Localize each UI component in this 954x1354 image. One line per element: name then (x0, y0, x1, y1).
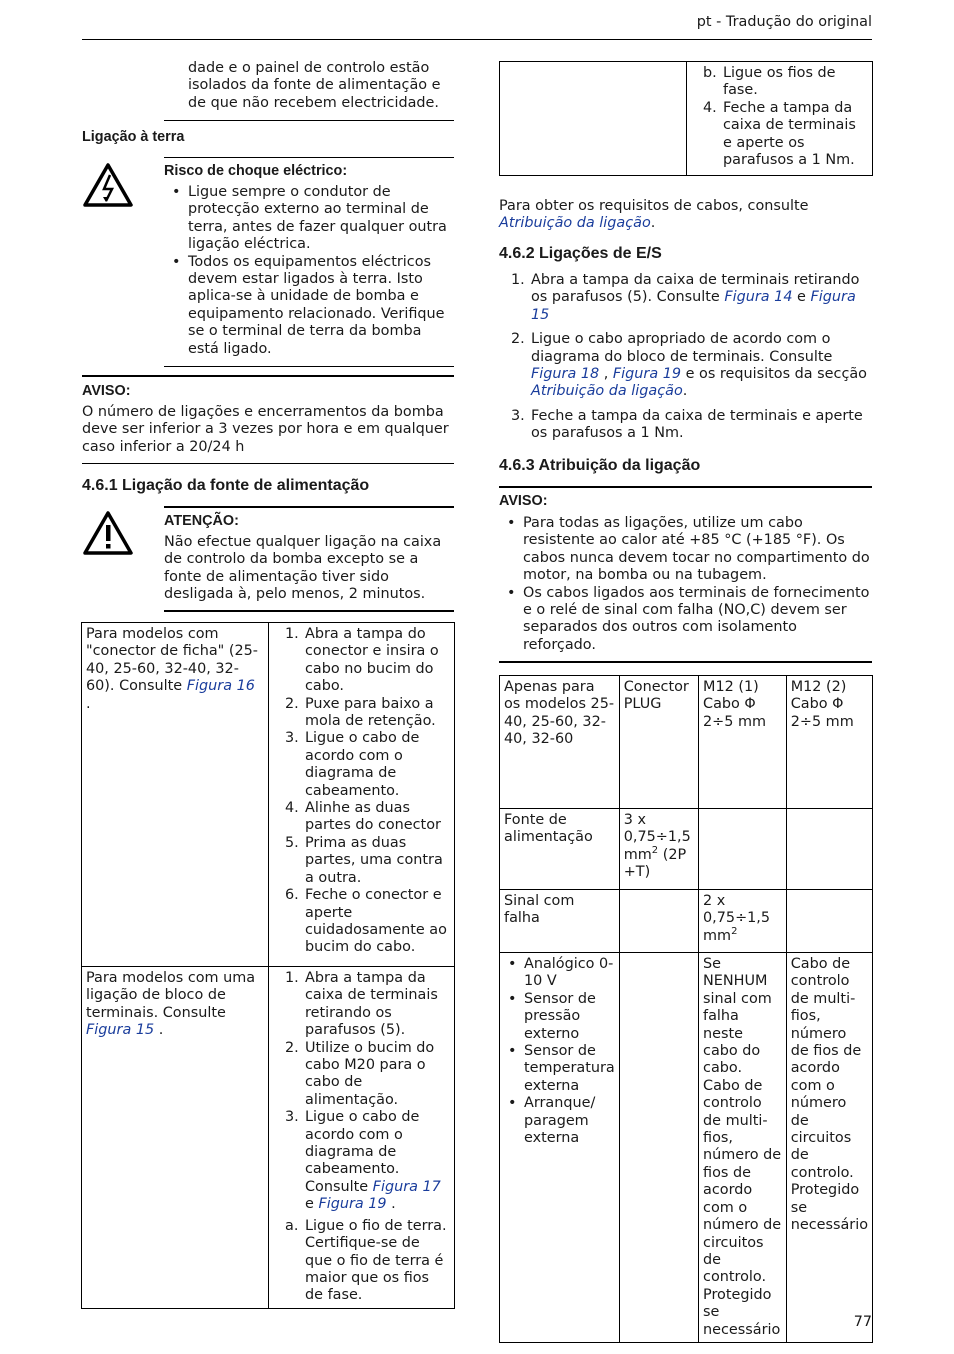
page-header (82, 14, 872, 40)
table-row (500, 809, 873, 890)
table-header-cell: M12 (2) Cabo Φ 2÷5 mm (786, 676, 872, 809)
table-cell (619, 953, 698, 1343)
list-item: 3. Feche a tampa da caixa de terminais e aperte os parafusos a 1 Nm. (511, 407, 863, 442)
table-row (500, 953, 873, 1343)
danger-bullet: • Ligue sempre o condutor de protecção externo ao terminal de terra, antes de fazer qualquer outra ligação eléctrica. (164, 184, 454, 254)
table-row (500, 62, 873, 176)
notice-rule (499, 661, 872, 663)
assignment-link[interactable]: Atribuição da ligação (531, 383, 683, 400)
assignment-link[interactable]: Atribuição da ligação (499, 215, 651, 232)
table-row (82, 623, 455, 967)
divider (164, 157, 454, 158)
signal-list (500, 956, 615, 1147)
figure-15-link[interactable]: Figura 15 (531, 289, 856, 323)
section-heading-power: 4.6.1 Ligação da fonte de alimentação (82, 477, 370, 494)
notice-list (499, 515, 872, 654)
ground-heading: Ligação à terra (82, 129, 185, 145)
figure-15-link[interactable]: Figura 15 (86, 1022, 155, 1039)
table-cell: 3 x 0,75÷1,5 $mm^2$ (2P +T) (619, 809, 698, 890)
table-cell: Fonte de alimentação (500, 809, 620, 890)
list-item: a. Ligue o fio de terra. Certifique-se de que o fio de terra é maior que os fios de fase. (285, 1217, 447, 1304)
table-cell (269, 623, 455, 967)
table-cell (687, 62, 873, 176)
steps-list (691, 65, 868, 169)
divider (82, 463, 454, 464)
assignment-table (499, 675, 873, 1343)
table-cell (269, 967, 455, 1309)
table-cell (500, 62, 687, 176)
list-item: • Arranque/ paragem externa (500, 1095, 615, 1147)
figure-17-link[interactable]: Figura 17 (372, 1178, 441, 1195)
danger-title: Risco de choque eléctrico: (164, 163, 348, 179)
divider (164, 366, 454, 367)
list-item: b. Ligue os fios de fase. (703, 65, 836, 99)
table-cell: Se NENHUM sinal com falha neste cabo do cabo. Cabo de controlo de multi-fios, número de fios de acordo com o número de circuitos de controlo. Protegido se necessário (699, 953, 787, 1343)
continuation-table (499, 61, 873, 176)
list-item: • Sensor de pressão externo (500, 991, 615, 1043)
steps-list (273, 626, 450, 957)
list-item: 2. Utilize o bucim do cabo M20 para o cabo de alimentação. (285, 1039, 435, 1108)
figure-18-link[interactable]: Figura 18 (531, 366, 600, 383)
table-cell (786, 890, 872, 953)
list-item: • Analógico 0-10 V (500, 956, 615, 991)
danger-bullet: • Todos os equipamentos eléctricos devem estar ligados à terra. Isto aplica-se à unidade de bomba e equipamento relacionado. Verifique se o terminal de terra da bomba está ligado. (164, 254, 454, 358)
list-item: 3. Ligue o cabo de acordo com o diagrama de cabeamento. (285, 730, 420, 799)
table-row (500, 676, 873, 809)
table-header-cell: Apenas para os modelos 25-40, 25-60, 32-40, 32-60 (500, 676, 620, 809)
notice-bullet: • Para todas as ligações, utilize um cabo resistente ao calor até +85 °C (+185 °F). Os cabos nunca devem tocar no compartimento do motor, na bomba ou na tubagem. (499, 515, 872, 585)
list-item: 4. Alinhe as duas partes do conector (285, 800, 441, 834)
figure-19-link[interactable]: Figura 19 (612, 366, 682, 383)
table-cell: Para modelos com uma ligação de bloco de terminais. Consulte Figura 15 . (82, 967, 269, 1309)
section-heading-assignment: 4.6.3 Atribuição da ligação (499, 457, 701, 474)
figure-14-link[interactable]: Figura 14 (724, 289, 793, 306)
table-cell: 2 x 0,75÷1,5 $mm^2$ (699, 890, 787, 953)
header-text: pt - Tradução do original (696, 14, 872, 30)
page-number: 77 (853, 1314, 872, 1330)
table-cell (699, 809, 787, 890)
table-cell (786, 809, 872, 890)
notice-title: AVISO: (499, 493, 548, 509)
list-item: 1. Abra a tampa do conector e insira o cabo no bucim do cabo. (285, 626, 439, 695)
caution-title: ATENÇÃO: (164, 513, 239, 529)
list-item: 2. Ligue o cabo apropriado de acordo com o diagrama do bloco de terminais. Consulte Figura 18 , Figura 19 e os requisitos da secção Atribuição da ligação. (511, 331, 867, 400)
table-header-cell: M12 (1) Cabo Φ 2÷5 mm (699, 676, 787, 809)
cable-req-text: Para obter os requisitos de cabos, consulte Atribuição da ligação. (499, 198, 809, 232)
notice-rule (82, 375, 454, 377)
notice-rule (499, 486, 872, 488)
caution-rule (164, 610, 454, 612)
list-item: 1. Abra a tampa da caixa de terminais retirando os parafusos (5). (285, 970, 438, 1039)
notice-title: AVISO: (82, 383, 131, 399)
steps-list (273, 970, 450, 1305)
notice-bullet: • Os cabos ligados aos terminais de fornecimento e o relé de sinal com falha (NO,C) devem ser separados dos outros com isolamento reforçado. (499, 585, 872, 655)
table-cell (619, 890, 698, 953)
list-item: • Sensor de temperatura externa (500, 1043, 615, 1095)
figure-16-link[interactable]: Figura 16 (186, 678, 255, 695)
table-cell: Para modelos com "conector de ficha" (25-40, 25-60, 32-40, 32-60). Consulte Figura 16 . (82, 623, 269, 967)
danger-list (164, 184, 454, 358)
figure-19-link[interactable]: Figura 19 (318, 1196, 387, 1213)
caution-warning-icon (82, 510, 134, 556)
list-item: 5. Prima as duas partes, uma contra a outra. (285, 834, 443, 886)
list-item: 3. Ligue o cabo de acordo com o diagrama de cabeamento. Consulte Figura 17 e Figura 19 . (285, 1109, 441, 1213)
divider (164, 120, 454, 121)
list-item: 1. Abra a tampa da caixa de terminais retirando os parafusos (5). Consulte Figura 14 e Figura 15 (511, 272, 860, 323)
section-heading-io: 4.6.2 Ligações de E/S (499, 245, 662, 262)
caution-text: Não efectue qualquer ligação na caixa de controlo da bomba excepto se a fonte de alimentação tiver sido desligada à, pelo menos, 2 minutos. (164, 534, 442, 603)
list-item: 2. Puxe para baixo a mola de retenção. (285, 695, 436, 730)
electric-shock-warning-icon (82, 162, 134, 208)
caution-rule (164, 506, 454, 508)
power-table (81, 622, 455, 1309)
notice-text: O número de ligações e encerramentos da bomba deve ser inferior a 3 vezes por hora e em qualquer caso inferior a 20/24 h (82, 404, 449, 455)
table-row (500, 890, 873, 953)
table-cell (500, 953, 620, 1343)
intro-text: dade e o painel de controlo estão isolados da fonte de alimentação e de que não recebem electricidade. (188, 60, 441, 111)
table-header-cell: Conector PLUG (619, 676, 698, 809)
io-steps-list (499, 272, 872, 443)
table-row (82, 967, 455, 1309)
list-item: 4. Feche a tampa da caixa de terminais e aperte os parafusos a 1 Nm. (703, 99, 856, 169)
table-cell: Sinal com falha (500, 890, 620, 953)
list-item: 6. Feche o conector e aperte cuidadosamente ao bucim do cabo. (285, 887, 447, 956)
table-cell: Cabo de controlo de multi-fios, número de fios de acordo com o número de circuitos de controlo. Protegido se necessário (786, 953, 872, 1343)
